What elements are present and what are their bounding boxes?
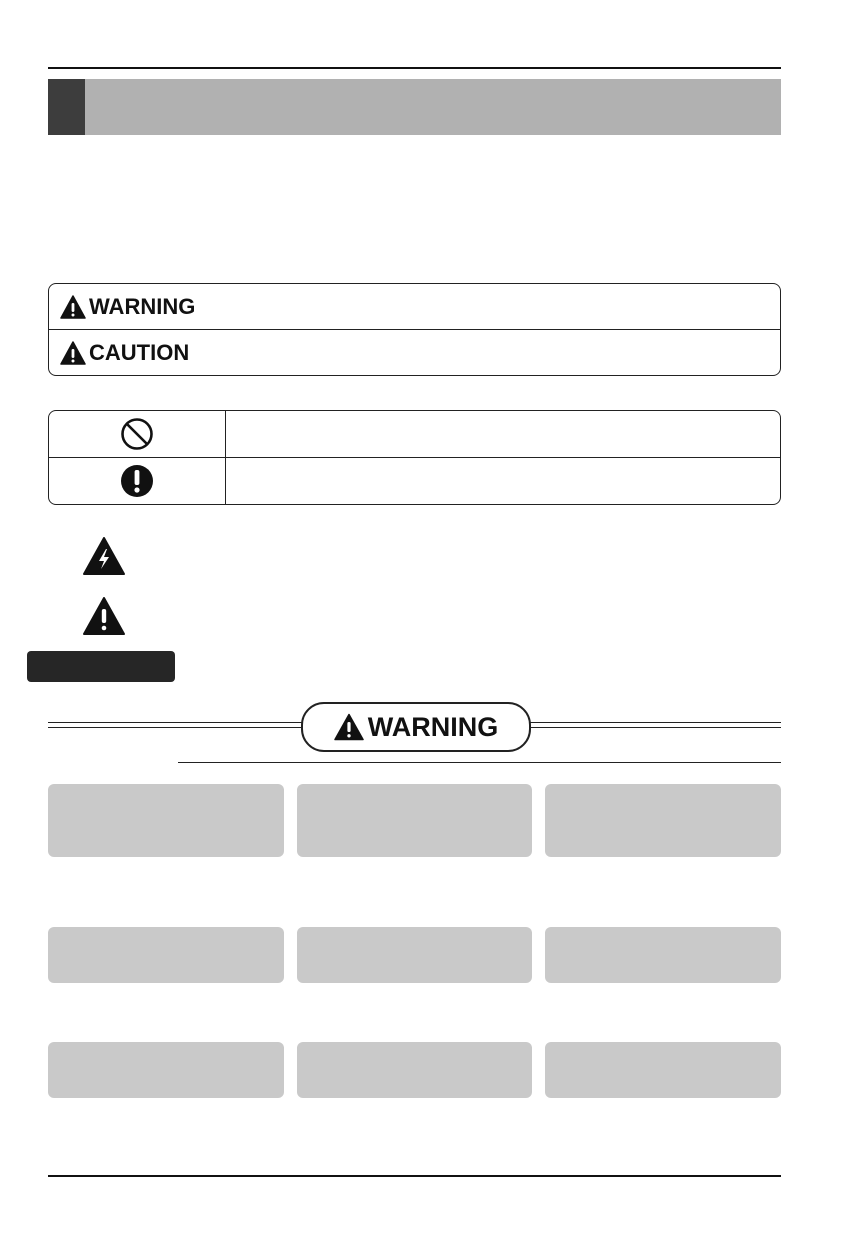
- prohibited-icon: [120, 417, 154, 451]
- exclamation-circle-icon: [120, 464, 154, 498]
- banner-rule: [48, 722, 302, 723]
- symbol-cell: [49, 411, 226, 457]
- symbol-table: [48, 410, 781, 505]
- grey-box: [48, 927, 284, 983]
- signal-word-caution: CAUTION: [89, 339, 190, 365]
- grey-box: [48, 1042, 284, 1098]
- warning-banner: [301, 702, 531, 752]
- symbol-cell: [49, 458, 226, 504]
- grey-box: [297, 1042, 532, 1098]
- signal-word-warning: WARNING: [89, 293, 196, 319]
- grey-box: [545, 1042, 781, 1098]
- section-tab: [48, 79, 85, 135]
- grey-box: [545, 927, 781, 983]
- banner-rule: [527, 727, 781, 728]
- grey-box: [48, 784, 284, 857]
- signal-row-caution: [49, 330, 780, 375]
- top-rule: [48, 67, 781, 69]
- grey-box: [297, 927, 532, 983]
- grey-box: [545, 784, 781, 857]
- banner-rule: [527, 722, 781, 723]
- symbol-row-prohibited: [49, 411, 780, 458]
- symbol-row-mandatory: [49, 458, 780, 504]
- bottom-rule: [48, 1175, 781, 1177]
- exclamation-triangle-icon: [60, 295, 86, 319]
- banner-rule: [48, 727, 302, 728]
- warning-banner-label: WARNING: [367, 711, 499, 742]
- section-header: [48, 79, 781, 135]
- grey-box: [297, 784, 532, 857]
- exclamation-triangle-icon: [82, 596, 126, 641]
- signal-words-box: [48, 283, 781, 376]
- subsection-rule: [178, 762, 781, 763]
- lightning-triangle-icon: [82, 536, 126, 581]
- exclamation-triangle-icon: [60, 341, 86, 365]
- signal-row-warning: [49, 284, 780, 330]
- note-label: [27, 651, 175, 682]
- exclamation-triangle-icon: [334, 713, 364, 741]
